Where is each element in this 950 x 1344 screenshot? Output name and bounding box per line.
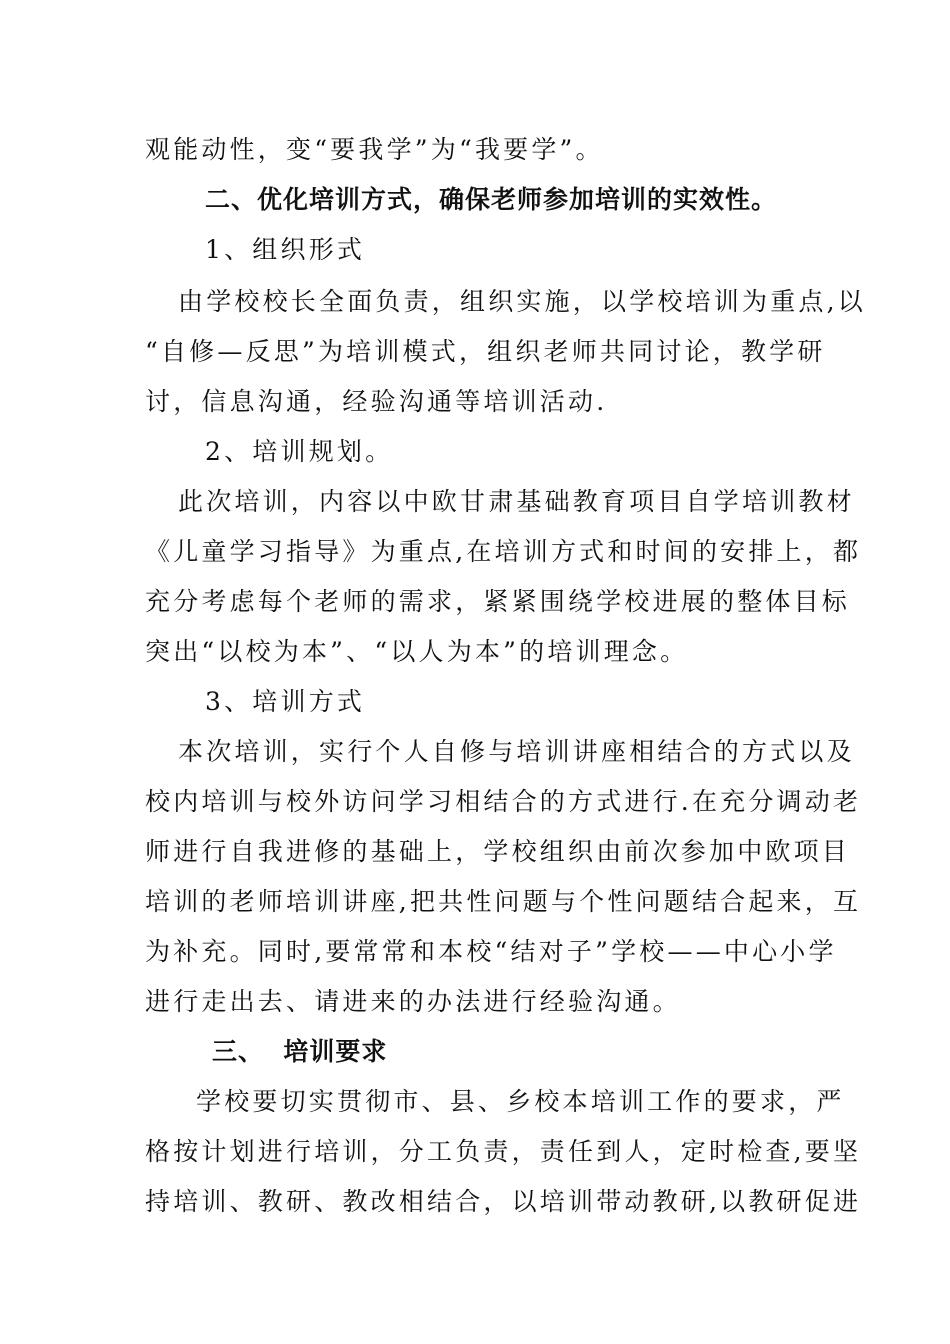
paragraph-line: 为补充。同时,要常常和本校“结对子”学校——中心小学 xyxy=(145,937,837,966)
paragraph-line: 进行走出去、请进来的办法进行经验沟通。 xyxy=(145,987,681,1016)
paragraph-line: 观能动性，变“要我学”为“我要学”。 xyxy=(145,135,604,164)
paragraph-line: 持培训、教研、教改相结合，以培训带动教研,以教研促进 xyxy=(145,1187,862,1216)
paragraph-line: 格按计划进行培训，分工负责，责任到人，定时检查,要坚 xyxy=(145,1137,862,1166)
paragraph-line: “自修—反思”为培训模式，组织老师共同讨论，教学研 xyxy=(145,337,826,366)
paragraph-line: 师进行自我进修的基础上，学校组织由前次参加中欧项目 xyxy=(145,837,851,866)
section-heading-2: 二、优化培训方式，确保老师参加培训的实效性。 xyxy=(205,185,778,214)
paragraph-line: 学校要切实贯彻市、县、乡校本培训工作的要求，严 xyxy=(196,1087,845,1116)
paragraph-line: 校内培训与校外访问学习相结合的方式进行.在充分调动老 xyxy=(145,787,862,816)
paragraph-line: 讨，信息沟通，经验沟通等培训活动. xyxy=(145,387,608,416)
paragraph-line: 《儿童学习指导》为重点,在培训方式和时间的安排上，都 xyxy=(145,537,862,566)
paragraph-line: 本次培训，实行个人自修与培训讲座相结合的方式以及 xyxy=(178,737,855,766)
subheading-training-plan: 2、培训规划。 xyxy=(205,437,394,466)
section-heading-3: 三、 培训要求 xyxy=(212,1037,388,1066)
subheading-organization-form: 1、组织形式 xyxy=(205,235,366,264)
paragraph-line: 突出“以校为本”、“以人为本”的培训理念。 xyxy=(145,637,689,666)
paragraph-line: 培训的老师培训讲座,把共性问题与个性问题结合起来，互 xyxy=(145,887,862,916)
paragraph-line: 此次培训，内容以中欧甘肃基础教育项目自学培训教材 xyxy=(178,487,855,516)
paragraph-line: 充分考虑每个老师的需求，紧紧围绕学校进展的整体目标 xyxy=(145,587,851,616)
paragraph-line: 由学校校长全面负责，组织实施，以学校培训为重点,以 xyxy=(178,287,866,316)
subheading-training-method: 3、培训方式 xyxy=(205,687,366,716)
